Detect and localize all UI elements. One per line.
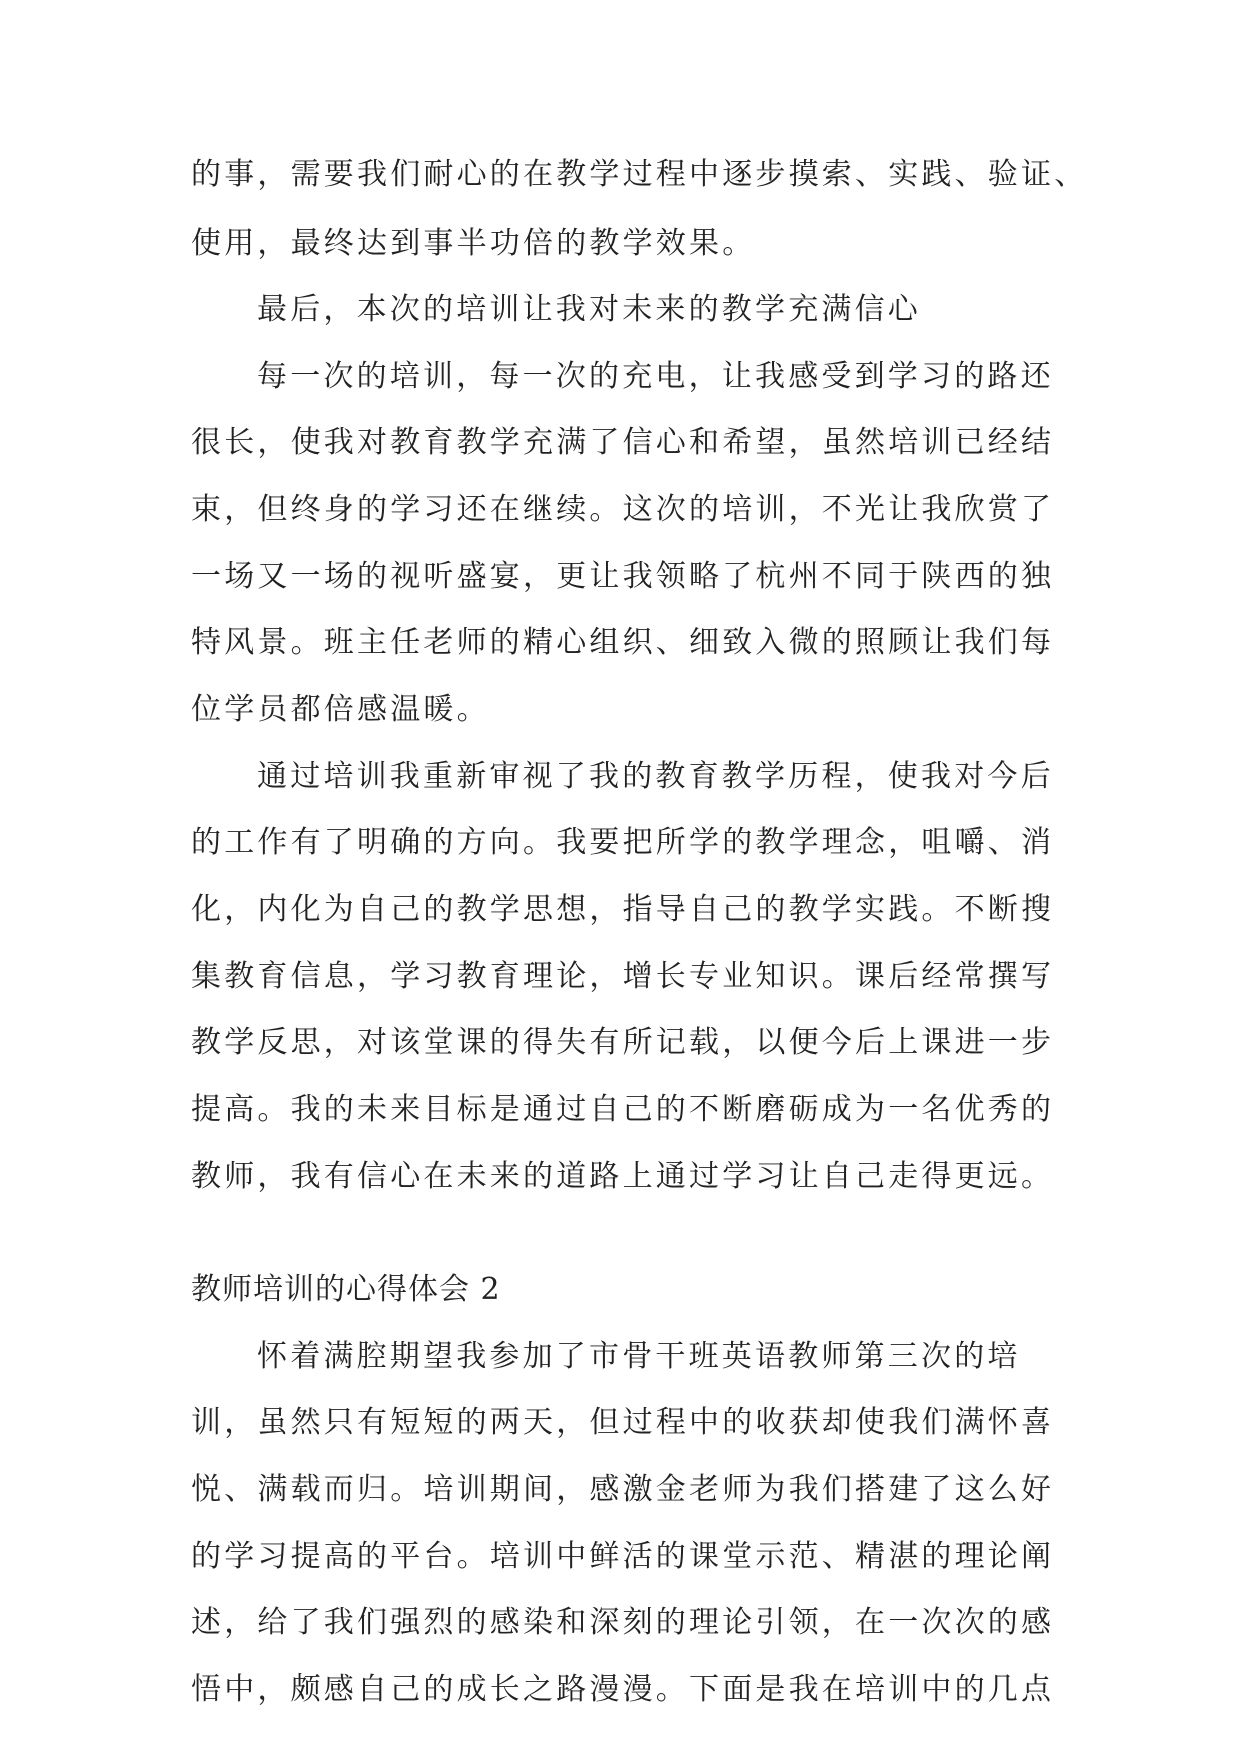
paragraph-line: 每一次的培训，每一次的充电，让我感受到学习的路还 [257,359,1054,394]
paragraph-line: 位学员都倍感温暖。 [191,692,490,727]
paragraph-line: 一场又一场的视听盛宴，更让我领略了杭州不同于陕西的独 [191,559,1055,594]
paragraph-line: 的学习提高的平台。培训中鲜活的课堂示范、精湛的理论阐 [191,1539,1055,1574]
paragraph-line: 最后，本次的培训让我对未来的教学充满信心 [257,292,921,327]
paragraph-line: 教学反思，对该堂课的得失有所记载，以便今后上课进一步 [191,1025,1055,1060]
paragraph-line: 提高。我的未来目标是通过自己的不断磨砺成为一名优秀的 [191,1092,1055,1127]
paragraph-line: 悦、满载而归。培训期间，感激金老师为我们搭建了这么好 [191,1472,1055,1507]
paragraph-line: 的事，需要我们耐心的在教学过程中逐步摸索、实践、验证、 [191,157,1088,192]
paragraph-line: 很长，使我对教育教学充满了信心和希望，虽然培训已经结 [191,425,1055,460]
paragraph-line: 特风景。班主任老师的精心组织、细致入微的照顾让我们每 [191,625,1055,660]
paragraph-line: 束，但终身的学习还在继续。这次的培训，不光让我欣赏了 [191,492,1055,527]
section-heading: 教师培训的心得体会 2 [191,1272,501,1307]
paragraph-line: 训，虽然只有短短的两天，但过程中的收获却使我们满怀喜 [191,1405,1055,1440]
paragraph-line: 使用，最终达到事半功倍的教学效果。 [191,226,756,261]
paragraph-line: 怀着满腔期望我参加了市骨干班英语教师第三次的培 [257,1339,1021,1374]
paragraph-line: 化，内化为自己的教学思想，指导自己的教学实践。不断搜 [191,892,1055,927]
paragraph-line: 集教育信息，学习教育理论，增长专业知识。课后经常撰写 [191,959,1055,994]
paragraph-line: 通过培训我重新审视了我的教育教学历程，使我对今后 [257,759,1054,794]
paragraph-line: 的工作有了明确的方向。我要把所学的教学理念，咀嚼、消 [191,825,1055,860]
paragraph-line: 悟中，颇感自己的成长之路漫漫。下面是我在培训中的几点 [191,1672,1055,1707]
paragraph-line: 教师，我有信心在未来的道路上通过学习让自己走得更远。 [191,1159,1055,1194]
paragraph-line: 述，给了我们强烈的感染和深刻的理论引领，在一次次的感 [191,1605,1055,1640]
